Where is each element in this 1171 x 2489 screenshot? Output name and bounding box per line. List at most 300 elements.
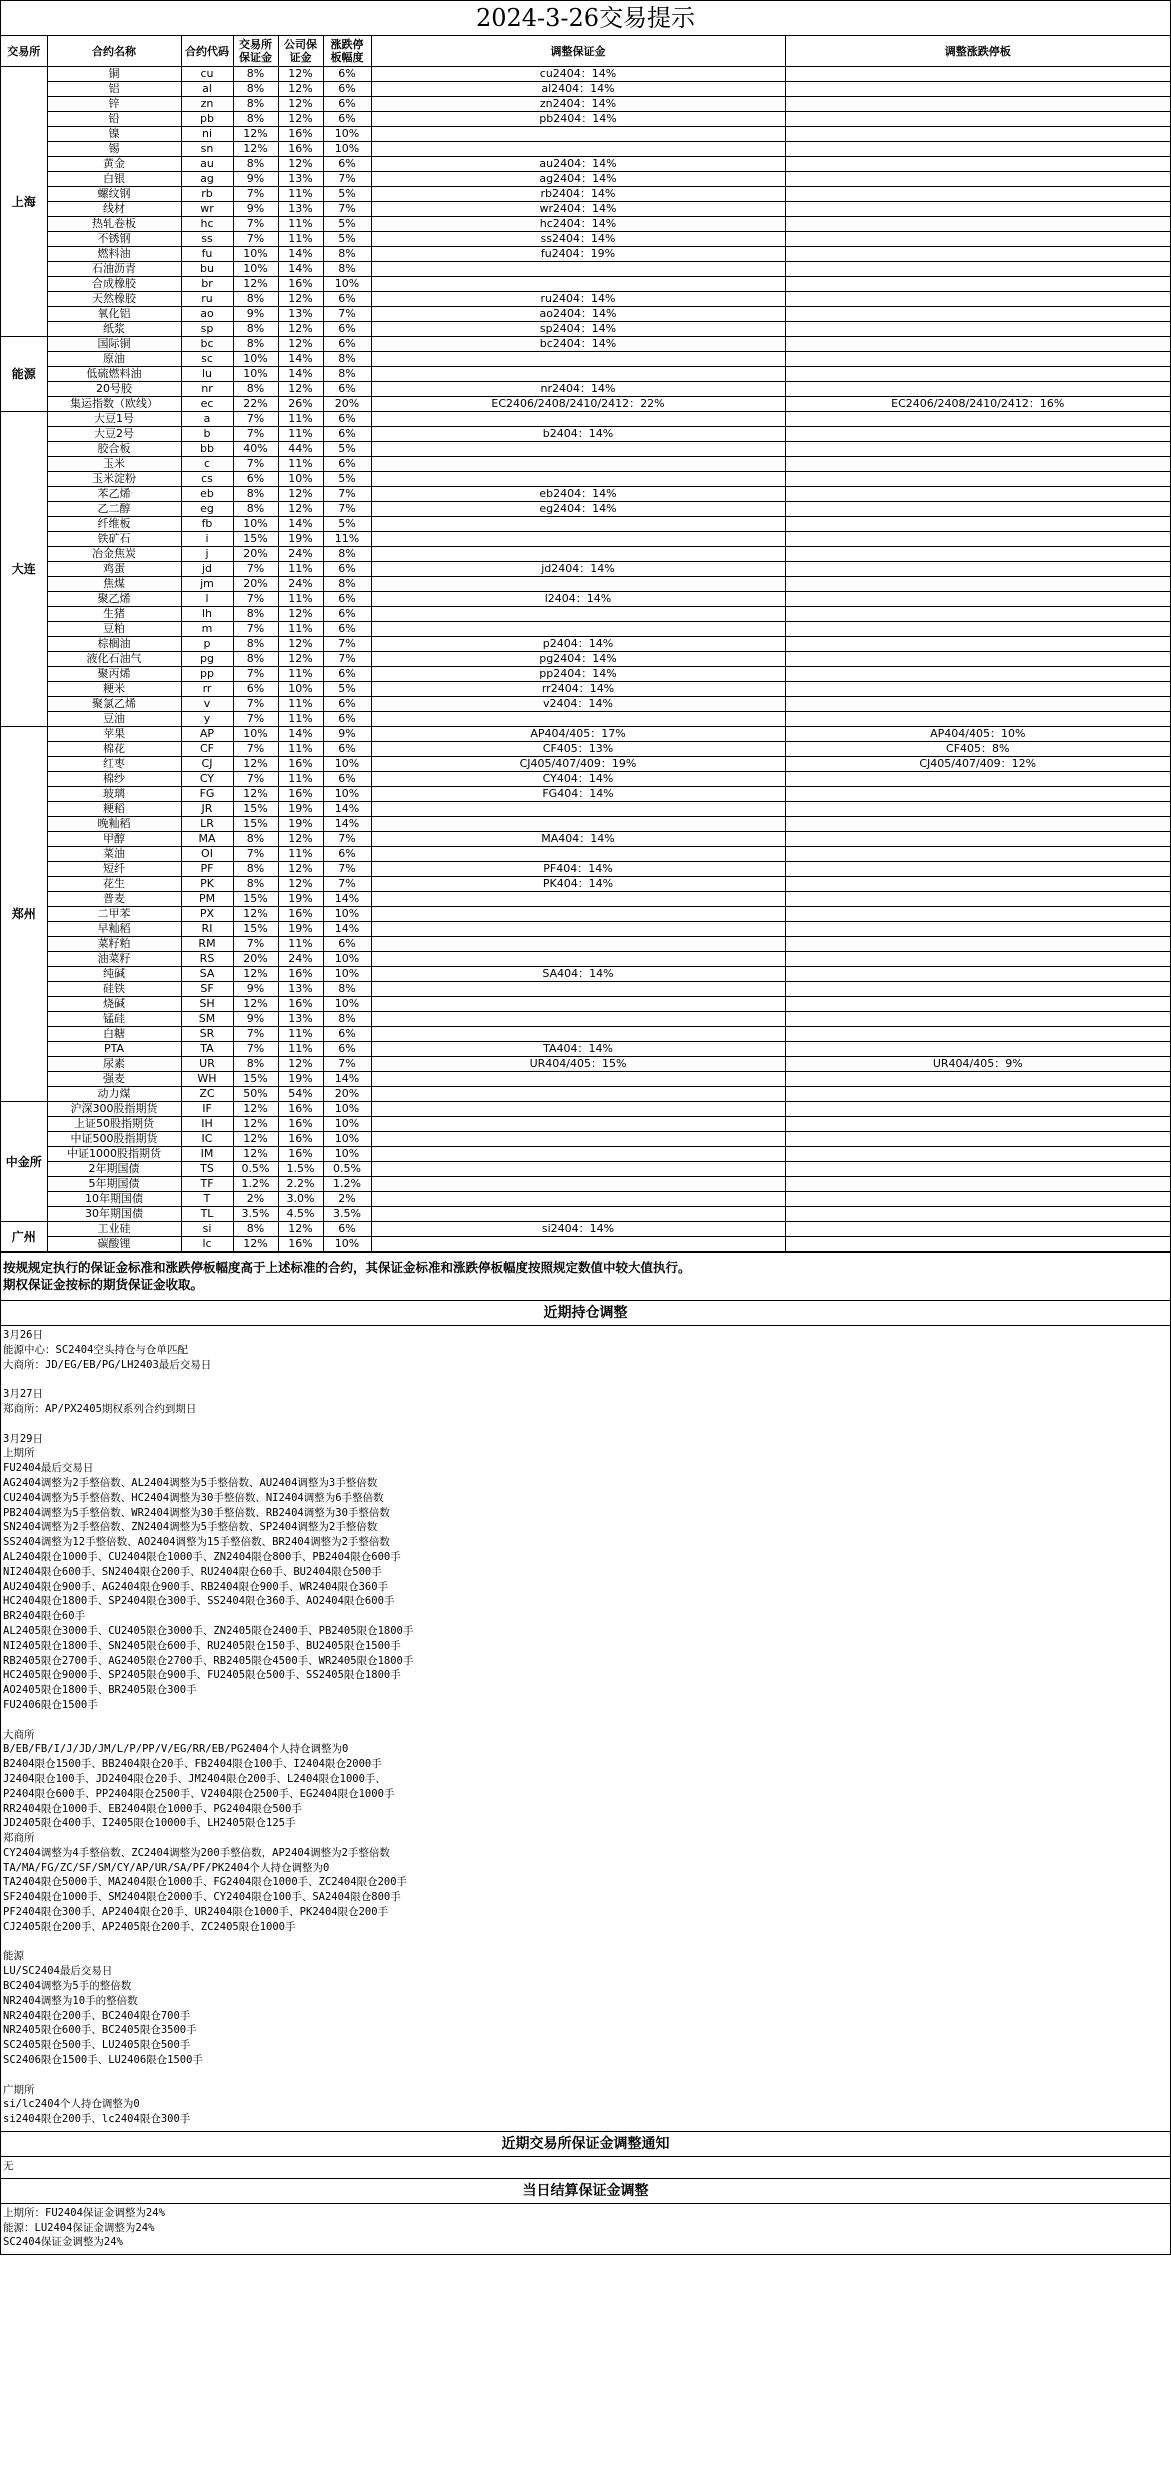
table-row	[1, 202, 1170, 217]
contract-name-cell: 纤维板	[47, 517, 181, 532]
position-line: B2404限仓1500手、BB2404限仓20手、FB2404限仓100手、I2404限仓2000手	[3, 1758, 382, 1771]
contract-code-cell: y	[181, 712, 233, 727]
table-row	[1, 847, 1170, 862]
position-line: P2404限仓600手、PP2404限仓2500手、V2404限仓2500手、EG2404限仓1000手	[3, 1787, 395, 1800]
adjusted-margin-cell	[371, 622, 785, 637]
price-limit-cell: 6%	[323, 607, 371, 622]
contract-name-cell: 30年期国债	[47, 1207, 181, 1222]
contract-code-cell: FG	[181, 787, 233, 802]
contract-name-cell: 苯乙烯	[47, 487, 181, 502]
table-row	[1, 922, 1170, 937]
position-line: 3月29日	[3, 1432, 43, 1445]
table-row	[1, 427, 1170, 442]
contract-name-cell: 烧碱	[47, 997, 181, 1012]
position-line: AU2404限仓900手、AG2404限仓900手、RB2404限仓900手、WR2404限仓360手	[3, 1580, 389, 1593]
contract-code-cell: pg	[181, 652, 233, 667]
price-limit-cell: 10%	[323, 787, 371, 802]
contract-name-cell: 氧化铝	[47, 307, 181, 322]
company-margin-cell: 24%	[278, 577, 323, 592]
adjusted-margin-cell: CY404：14%	[371, 772, 785, 787]
price-limit-cell: 8%	[323, 1012, 371, 1027]
table-row	[1, 952, 1170, 967]
adjusted-limit-cell	[785, 472, 1170, 487]
table-row	[1, 1132, 1170, 1147]
exchange-margin-cell: 12%	[233, 1237, 278, 1252]
table-row	[1, 727, 1170, 742]
header-adjusted-margin: 调整保证金	[371, 36, 785, 67]
table-row	[1, 682, 1170, 697]
contract-name-cell: 不锈钢	[47, 232, 181, 247]
table-row	[1, 802, 1170, 817]
exchange-margin-cell: 8%	[233, 97, 278, 112]
adjusted-limit-cell	[785, 772, 1170, 787]
position-line: TA/MA/FG/ZC/SF/SM/CY/AP/UR/SA/PF/PK2404个人持仓调整为0	[3, 1861, 330, 1874]
table-row	[1, 127, 1170, 142]
contract-code-cell: ec	[181, 397, 233, 412]
contract-code-cell: TS	[181, 1162, 233, 1177]
table-row	[1, 637, 1170, 652]
contract-name-cell: 螺纹钢	[47, 187, 181, 202]
price-limit-cell: 8%	[323, 262, 371, 277]
table-row	[1, 862, 1170, 877]
position-line: BC2404调整为5手的整倍数	[3, 1980, 132, 1993]
adjusted-margin-cell: CF405：13%	[371, 742, 785, 757]
company-margin-cell: 14%	[278, 352, 323, 367]
position-line: 大商所	[3, 1728, 35, 1741]
contract-code-cell: al	[181, 82, 233, 97]
adjusted-margin-cell	[371, 802, 785, 817]
contract-name-cell: 油菜籽	[47, 952, 181, 967]
adjusted-margin-cell: CJ405/407/409：19%	[371, 757, 785, 772]
exchange-margin-cell: 2%	[233, 1192, 278, 1207]
adjusted-margin-cell	[371, 532, 785, 547]
price-limit-cell: 6%	[323, 937, 371, 952]
company-margin-cell: 12%	[278, 1057, 323, 1072]
company-margin-cell: 14%	[278, 247, 323, 262]
exchange-margin-cell: 15%	[233, 892, 278, 907]
table-row	[1, 982, 1170, 997]
table-row	[1, 472, 1170, 487]
adjusted-margin-cell: hc2404：14%	[371, 217, 785, 232]
contract-code-cell: l	[181, 592, 233, 607]
contract-code-cell: CF	[181, 742, 233, 757]
adjusted-limit-cell	[785, 1192, 1170, 1207]
position-line: SF2404限仓1000手、SM2404限仓2000手、CY2404限仓100手、SA2404限仓800手	[3, 1891, 401, 1904]
contract-code-cell: ni	[181, 127, 233, 142]
adjusted-margin-cell	[371, 952, 785, 967]
contract-code-cell: PM	[181, 892, 233, 907]
exchange-cell: 中金所	[1, 1102, 47, 1222]
adjusted-limit-cell	[785, 532, 1170, 547]
table-row	[1, 277, 1170, 292]
price-limit-cell: 2%	[323, 1192, 371, 1207]
company-margin-cell: 16%	[278, 1132, 323, 1147]
contract-name-cell: 粳稻	[47, 802, 181, 817]
exchange-margin-cell: 9%	[233, 202, 278, 217]
company-margin-cell: 19%	[278, 802, 323, 817]
price-limit-cell: 20%	[323, 1087, 371, 1102]
adjusted-limit-cell	[785, 967, 1170, 982]
exchange-margin-cell: 12%	[233, 142, 278, 157]
price-limit-cell: 6%	[323, 1027, 371, 1042]
contract-name-cell: 锌	[47, 97, 181, 112]
contract-code-cell: CY	[181, 772, 233, 787]
contract-name-cell: 棉花	[47, 742, 181, 757]
exchange-margin-cell: 7%	[233, 712, 278, 727]
table-row	[1, 892, 1170, 907]
contract-name-cell: 天然橡胶	[47, 292, 181, 307]
position-line: AO2405限仓1800手、BR2405限仓300手	[3, 1684, 197, 1697]
company-margin-cell: 14%	[278, 262, 323, 277]
adjusted-margin-cell	[371, 142, 785, 157]
contract-code-cell: PX	[181, 907, 233, 922]
company-margin-cell: 19%	[278, 892, 323, 907]
company-margin-cell: 12%	[278, 487, 323, 502]
exchange-margin-cell: 8%	[233, 382, 278, 397]
adjusted-margin-cell	[371, 1162, 785, 1177]
price-limit-cell: 7%	[323, 832, 371, 847]
contract-name-cell: 动力煤	[47, 1087, 181, 1102]
position-line: NR2404调整为10手的整倍数	[3, 1994, 138, 2007]
contract-name-cell: 冶金焦炭	[47, 547, 181, 562]
contract-name-cell: 聚丙烯	[47, 667, 181, 682]
adjusted-margin-cell: FG404：14%	[371, 787, 785, 802]
exchange-margin-cell: 8%	[233, 1057, 278, 1072]
header-exchange: 交易所	[1, 36, 47, 67]
exchange-margin-cell: 8%	[233, 652, 278, 667]
exchange-margin-cell: 12%	[233, 1147, 278, 1162]
adjusted-limit-cell	[785, 562, 1170, 577]
exchange-margin-cell: 15%	[233, 802, 278, 817]
adjusted-margin-cell	[371, 1072, 785, 1087]
adjusted-limit-cell	[785, 817, 1170, 832]
adjusted-margin-cell	[371, 1027, 785, 1042]
contract-code-cell: PK	[181, 877, 233, 892]
adjusted-limit-cell	[785, 262, 1170, 277]
contract-name-cell: 铅	[47, 112, 181, 127]
company-margin-cell: 16%	[278, 1147, 323, 1162]
company-margin-cell: 11%	[278, 1027, 323, 1042]
adjusted-limit-cell	[785, 922, 1170, 937]
price-limit-cell: 11%	[323, 532, 371, 547]
price-limit-cell: 10%	[323, 277, 371, 292]
table-row	[1, 397, 1170, 412]
settlement-margin-list	[1, 2204, 1170, 2254]
adjusted-limit-cell	[785, 187, 1170, 202]
exchange-margin-cell: 15%	[233, 532, 278, 547]
company-margin-cell: 44%	[278, 442, 323, 457]
table-row	[1, 262, 1170, 277]
position-line: 广期所	[3, 2083, 35, 2096]
company-margin-cell: 1.5%	[278, 1162, 323, 1177]
company-margin-cell: 11%	[278, 667, 323, 682]
price-limit-cell: 10%	[323, 1102, 371, 1117]
adjusted-margin-cell	[371, 1132, 785, 1147]
position-adjust-title: 近期持仓调整	[1, 1300, 1170, 1326]
contract-name-cell: 石油沥青	[47, 262, 181, 277]
position-line: CU2404调整为5手整倍数、HC2404调整为30手整倍数、NI2404调整为6手整倍数	[3, 1491, 384, 1504]
position-line: FU2404最后交易日	[3, 1462, 94, 1475]
price-limit-cell: 6%	[323, 457, 371, 472]
contract-code-cell: si	[181, 1222, 233, 1237]
table-row	[1, 757, 1170, 772]
company-margin-cell: 11%	[278, 457, 323, 472]
exchange-margin-list	[1, 2157, 1170, 2178]
contract-name-cell: 中证1000股指期货	[47, 1147, 181, 1162]
adjusted-margin-cell: v2404：14%	[371, 697, 785, 712]
exchange-margin-cell: 7%	[233, 412, 278, 427]
price-limit-cell: 7%	[323, 637, 371, 652]
contract-name-cell: 豆粕	[47, 622, 181, 637]
adjusted-margin-cell: SA404：14%	[371, 967, 785, 982]
exchange-margin-cell: 50%	[233, 1087, 278, 1102]
company-margin-cell: 16%	[278, 142, 323, 157]
adjusted-margin-cell	[371, 847, 785, 862]
exchange-margin-cell: 7%	[233, 457, 278, 472]
contract-code-cell: v	[181, 697, 233, 712]
table-row	[1, 247, 1170, 262]
adjusted-limit-cell	[785, 337, 1170, 352]
contract-name-cell: PTA	[47, 1042, 181, 1057]
adjusted-margin-cell: sp2404：14%	[371, 322, 785, 337]
company-margin-cell: 10%	[278, 682, 323, 697]
table-row	[1, 232, 1170, 247]
exchange-margin-cell: 0.5%	[233, 1162, 278, 1177]
table-row	[1, 1162, 1170, 1177]
adjusted-margin-cell: si2404：14%	[371, 1222, 785, 1237]
company-margin-cell: 14%	[278, 727, 323, 742]
table-row	[1, 1057, 1170, 1072]
contract-name-cell: 焦煤	[47, 577, 181, 592]
adjusted-limit-cell	[785, 1207, 1170, 1222]
contract-code-cell: bc	[181, 337, 233, 352]
exchange-margin-cell: 8%	[233, 832, 278, 847]
table-row	[1, 367, 1170, 382]
position-line: SN2404调整为2手整倍数、ZN2404调整为5手整倍数、SP2404调整为2手整倍数	[3, 1521, 378, 1534]
position-line: SC2406限仓1500手、LU2406限仓1500手	[3, 2054, 203, 2067]
table-row	[1, 1177, 1170, 1192]
table-row	[1, 997, 1170, 1012]
price-limit-cell: 8%	[323, 547, 371, 562]
contract-name-cell: 国际铜	[47, 337, 181, 352]
adjusted-margin-cell: zn2404：14%	[371, 97, 785, 112]
contract-code-cell: pb	[181, 112, 233, 127]
contract-code-cell: TL	[181, 1207, 233, 1222]
table-row	[1, 1027, 1170, 1042]
company-margin-cell: 14%	[278, 517, 323, 532]
contract-code-cell: m	[181, 622, 233, 637]
adjusted-margin-cell: pg2404：14%	[371, 652, 785, 667]
contract-name-cell: 2年期国债	[47, 1162, 181, 1177]
adjusted-margin-cell	[371, 412, 785, 427]
price-limit-cell: 6%	[323, 1042, 371, 1057]
company-margin-cell: 11%	[278, 412, 323, 427]
adjusted-limit-cell	[785, 697, 1170, 712]
adjusted-margin-cell	[371, 922, 785, 937]
exchange-margin-cell: 10%	[233, 262, 278, 277]
contract-code-cell: RI	[181, 922, 233, 937]
adjusted-margin-cell	[371, 442, 785, 457]
contract-code-cell: j	[181, 547, 233, 562]
contract-name-cell: 镍	[47, 127, 181, 142]
adjusted-margin-cell: rb2404：14%	[371, 187, 785, 202]
contract-code-cell: nr	[181, 382, 233, 397]
contract-code-cell: SA	[181, 967, 233, 982]
price-limit-cell: 10%	[323, 1147, 371, 1162]
adjusted-limit-cell	[785, 1027, 1170, 1042]
company-margin-cell: 16%	[278, 787, 323, 802]
adjusted-limit-cell	[785, 982, 1170, 997]
adjusted-margin-cell: EC2406/2408/2410/2412：22%	[371, 397, 785, 412]
contract-code-cell: lc	[181, 1237, 233, 1252]
company-margin-cell: 16%	[278, 1102, 323, 1117]
adjusted-margin-cell	[371, 607, 785, 622]
contract-name-cell: 生猪	[47, 607, 181, 622]
adjusted-limit-cell	[785, 457, 1170, 472]
contract-code-cell: lu	[181, 367, 233, 382]
company-margin-cell: 19%	[278, 817, 323, 832]
company-margin-cell: 16%	[278, 277, 323, 292]
adjusted-limit-cell	[785, 352, 1170, 367]
contract-name-cell: 二甲苯	[47, 907, 181, 922]
position-line: CJ2405限仓200手、AP2405限仓200手、ZC2405限仓1000手	[3, 1920, 296, 1933]
adjusted-margin-cell: rr2404：14%	[371, 682, 785, 697]
price-limit-cell: 7%	[323, 502, 371, 517]
contract-code-cell: lh	[181, 607, 233, 622]
contract-name-cell: 纸浆	[47, 322, 181, 337]
contract-code-cell: bu	[181, 262, 233, 277]
adjusted-margin-cell	[371, 1147, 785, 1162]
adjusted-limit-cell	[785, 1132, 1170, 1147]
adjusted-limit-cell	[785, 487, 1170, 502]
adjusted-limit-cell	[785, 232, 1170, 247]
table-row	[1, 967, 1170, 982]
contract-name-cell: 菜籽粕	[47, 937, 181, 952]
exchange-margin-cell: 10%	[233, 727, 278, 742]
contract-name-cell: 碳酸锂	[47, 1237, 181, 1252]
adjusted-margin-cell	[371, 1177, 785, 1192]
exchange-margin-cell: 8%	[233, 502, 278, 517]
price-limit-cell: 8%	[323, 577, 371, 592]
table-row	[1, 97, 1170, 112]
position-line: 能源中心：SC2404空头持仓与仓单匹配	[3, 1343, 188, 1356]
table-row	[1, 1222, 1170, 1237]
exchange-margin-cell: 10%	[233, 367, 278, 382]
contract-code-cell: jd	[181, 562, 233, 577]
adjusted-limit-cell: EC2406/2408/2410/2412：16%	[785, 397, 1170, 412]
contract-name-cell: 低硫燃料油	[47, 367, 181, 382]
adjusted-limit-cell	[785, 112, 1170, 127]
exchange-margin-cell: 10%	[233, 247, 278, 262]
contract-code-cell: au	[181, 157, 233, 172]
price-limit-cell: 6%	[323, 427, 371, 442]
settlement-line: 能源：LU2404保证金调整为24%	[3, 2221, 155, 2234]
price-limit-cell: 10%	[323, 142, 371, 157]
adjusted-limit-cell	[785, 382, 1170, 397]
price-limit-cell: 6%	[323, 697, 371, 712]
table-row	[1, 172, 1170, 187]
price-limit-cell: 10%	[323, 952, 371, 967]
contract-name-cell: 胶合板	[47, 442, 181, 457]
exchange-margin-cell: 12%	[233, 1102, 278, 1117]
company-margin-cell: 14%	[278, 367, 323, 382]
adjusted-limit-cell	[785, 127, 1170, 142]
adjusted-margin-cell	[371, 472, 785, 487]
exchange-margin-cell: 6%	[233, 682, 278, 697]
contract-code-cell: rr	[181, 682, 233, 697]
adjusted-limit-cell	[785, 847, 1170, 862]
table-row	[1, 307, 1170, 322]
adjusted-margin-cell	[371, 892, 785, 907]
contract-code-cell: LR	[181, 817, 233, 832]
adjusted-margin-cell: MA404：14%	[371, 832, 785, 847]
position-line: CY2404调整为4手整倍数、ZC2404调整为200手整倍数，AP2404调整为2手整倍数	[3, 1846, 390, 1859]
adjusted-limit-cell	[785, 1102, 1170, 1117]
contract-name-cell: 豆油	[47, 712, 181, 727]
adjusted-limit-cell	[785, 517, 1170, 532]
position-line: 能源	[3, 1950, 24, 1963]
adjusted-margin-cell: bc2404：14%	[371, 337, 785, 352]
contract-code-cell: i	[181, 532, 233, 547]
adjusted-margin-cell	[371, 937, 785, 952]
exchange-margin-cell: 7%	[233, 187, 278, 202]
exchange-margin-cell: 7%	[233, 772, 278, 787]
exchange-margin-cell: 40%	[233, 442, 278, 457]
exchange-margin-cell: 20%	[233, 577, 278, 592]
position-line: 郑商所	[3, 1832, 35, 1845]
contract-code-cell: cs	[181, 472, 233, 487]
price-limit-cell: 7%	[323, 652, 371, 667]
contract-code-cell: c	[181, 457, 233, 472]
contract-code-cell: IF	[181, 1102, 233, 1117]
contract-code-cell: CJ	[181, 757, 233, 772]
adjusted-limit-cell	[785, 907, 1170, 922]
contract-name-cell: 聚氯乙烯	[47, 697, 181, 712]
exchange-margin-cell: 12%	[233, 997, 278, 1012]
contract-code-cell: sp	[181, 322, 233, 337]
price-limit-cell: 10%	[323, 967, 371, 982]
company-margin-cell: 12%	[278, 832, 323, 847]
adjusted-margin-cell	[371, 352, 785, 367]
exchange-margin-cell: 10%	[233, 517, 278, 532]
company-margin-cell: 12%	[278, 67, 323, 82]
contract-code-cell: cu	[181, 67, 233, 82]
table-row	[1, 697, 1170, 712]
contract-name-cell: 大豆1号	[47, 412, 181, 427]
adjusted-limit-cell	[785, 937, 1170, 952]
adjusted-margin-cell	[371, 1117, 785, 1132]
price-limit-cell: 6%	[323, 847, 371, 862]
adjusted-limit-cell	[785, 592, 1170, 607]
position-line: LU/SC2404最后交易日	[3, 1965, 113, 1978]
page-title: 2024-3-26交易提示	[1, 1, 1170, 36]
company-margin-cell: 11%	[278, 1042, 323, 1057]
adjusted-margin-cell: pp2404：14%	[371, 667, 785, 682]
price-limit-cell: 8%	[323, 247, 371, 262]
exchange-margin-cell: 12%	[233, 907, 278, 922]
exchange-margin-cell: 8%	[233, 67, 278, 82]
contract-name-cell: 黄金	[47, 157, 181, 172]
exchange-margin-cell: 6%	[233, 472, 278, 487]
table-row	[1, 337, 1170, 352]
adjusted-limit-cell	[785, 292, 1170, 307]
table-row	[1, 1117, 1170, 1132]
contract-code-cell: sn	[181, 142, 233, 157]
header-company-margin: 公司保证金	[278, 36, 323, 67]
position-line: HC2404限仓1800手、SP2404限仓300手、SS2404限仓360手、AO2404限仓600手	[3, 1595, 395, 1608]
exchange-margin-cell: 3.5%	[233, 1207, 278, 1222]
table-row	[1, 382, 1170, 397]
